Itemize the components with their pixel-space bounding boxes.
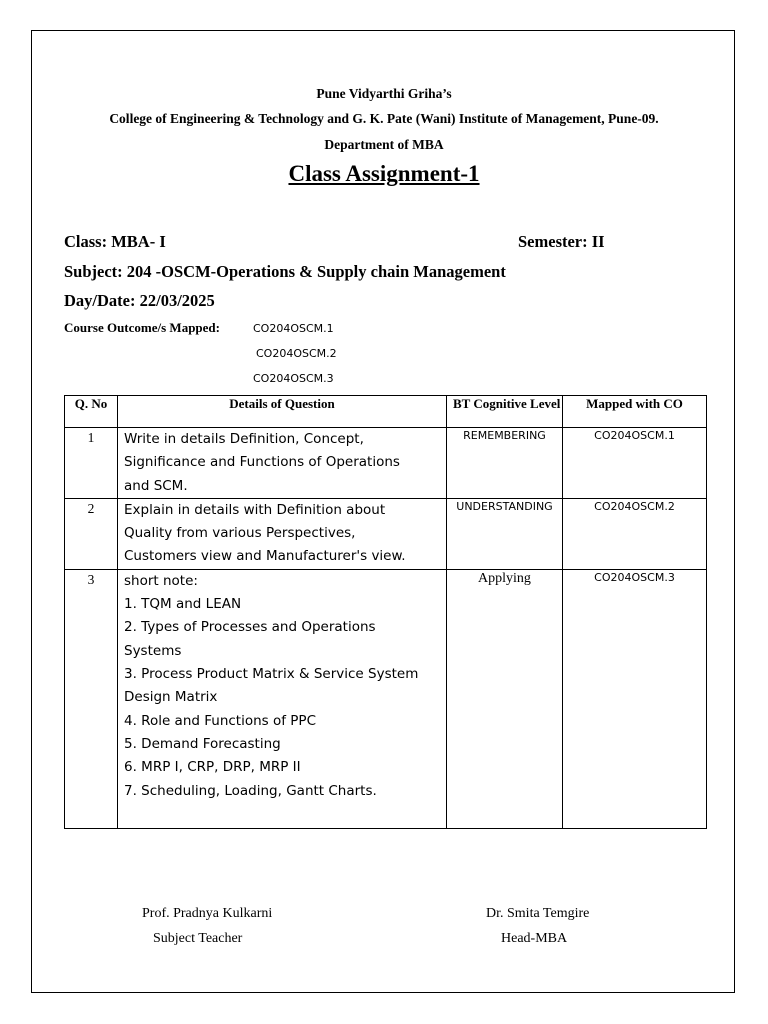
question-line: 1. TQM and LEAN	[124, 596, 242, 613]
course-outcome-1: CO204OSCM.1	[253, 322, 334, 335]
question-line: Significance and Functions of Operations	[124, 454, 400, 471]
question-line: 7. Scheduling, Loading, Gantt Charts.	[124, 782, 377, 799]
question-line: 5. Demand Forecasting	[124, 735, 281, 752]
cognitive-level: Applying	[447, 569, 563, 828]
institution-name: Pune Vidyarthi Griha’s	[316, 86, 452, 101]
document-title: Class Assignment-1	[288, 161, 480, 186]
teacher-name: Prof. Pradnya Kulkarni	[142, 906, 273, 921]
table-header-row	[65, 396, 707, 428]
course-outcome-3: CO204OSCM.3	[253, 372, 334, 385]
question-details	[118, 428, 447, 499]
question-line: Design Matrix	[124, 689, 218, 706]
mapped-co: CO204OSCM.1	[563, 428, 707, 499]
question-line: Write in details Definition, Concept,	[124, 431, 364, 447]
course-outcome-2: CO204OSCM.2	[256, 347, 337, 360]
question-line: 3. Process Product Matrix & Service System	[124, 666, 419, 683]
department-name: Department of MBA	[324, 137, 444, 152]
question-table	[64, 395, 707, 829]
question-line: short note:	[124, 572, 198, 589]
header-mapped-co: Mapped with CO	[563, 396, 707, 428]
question-details	[118, 569, 447, 828]
header-bt-level: BT Cognitive Level	[447, 396, 563, 428]
header-details: Details of Question	[118, 396, 447, 428]
question-number: 2	[65, 498, 118, 569]
table-row	[65, 498, 707, 569]
course-outcomes-label: Course Outcome/s Mapped:	[64, 320, 220, 335]
question-line: Systems	[124, 642, 182, 659]
question-line: and SCM.	[124, 477, 188, 494]
subject-label: Subject: 204 -OSCM-Operations & Supply chain Management	[64, 262, 506, 281]
question-details	[118, 498, 447, 569]
cognitive-level: REMEMBERING	[447, 428, 563, 499]
question-line: Quality from various Perspectives,	[124, 525, 356, 542]
semester-label: Semester: II	[518, 232, 605, 251]
teacher-role: Subject Teacher	[153, 931, 243, 946]
question-line: 6. MRP I, CRP, DRP, MRP II	[124, 759, 301, 776]
class-label: Class: MBA- I	[64, 232, 166, 251]
question-line: Customers view and Manufacturer's view.	[124, 548, 406, 565]
date-label: Day/Date: 22/03/2025	[64, 291, 215, 310]
question-line: 2. Types of Processes and Operations	[124, 619, 376, 636]
college-name: College of Engineering & Technology and G. K. Pate (Wani) Institute of Management, Pune-09.	[109, 111, 659, 126]
mapped-co: CO204OSCM.3	[563, 569, 707, 828]
mapped-co: CO204OSCM.2	[563, 498, 707, 569]
question-number: 1	[65, 428, 118, 499]
question-line: 4. Role and Functions of PPC	[124, 712, 316, 729]
cognitive-level: UNDERSTANDING	[447, 498, 563, 569]
head-role: Head-MBA	[501, 931, 568, 946]
head-name: Dr. Smita Temgire	[486, 906, 590, 921]
table-row	[65, 428, 707, 499]
question-line: Explain in details with Definition about	[124, 501, 386, 518]
header-q-no: Q. No	[65, 396, 118, 428]
table-row	[65, 569, 707, 828]
question-number: 3	[65, 569, 118, 828]
